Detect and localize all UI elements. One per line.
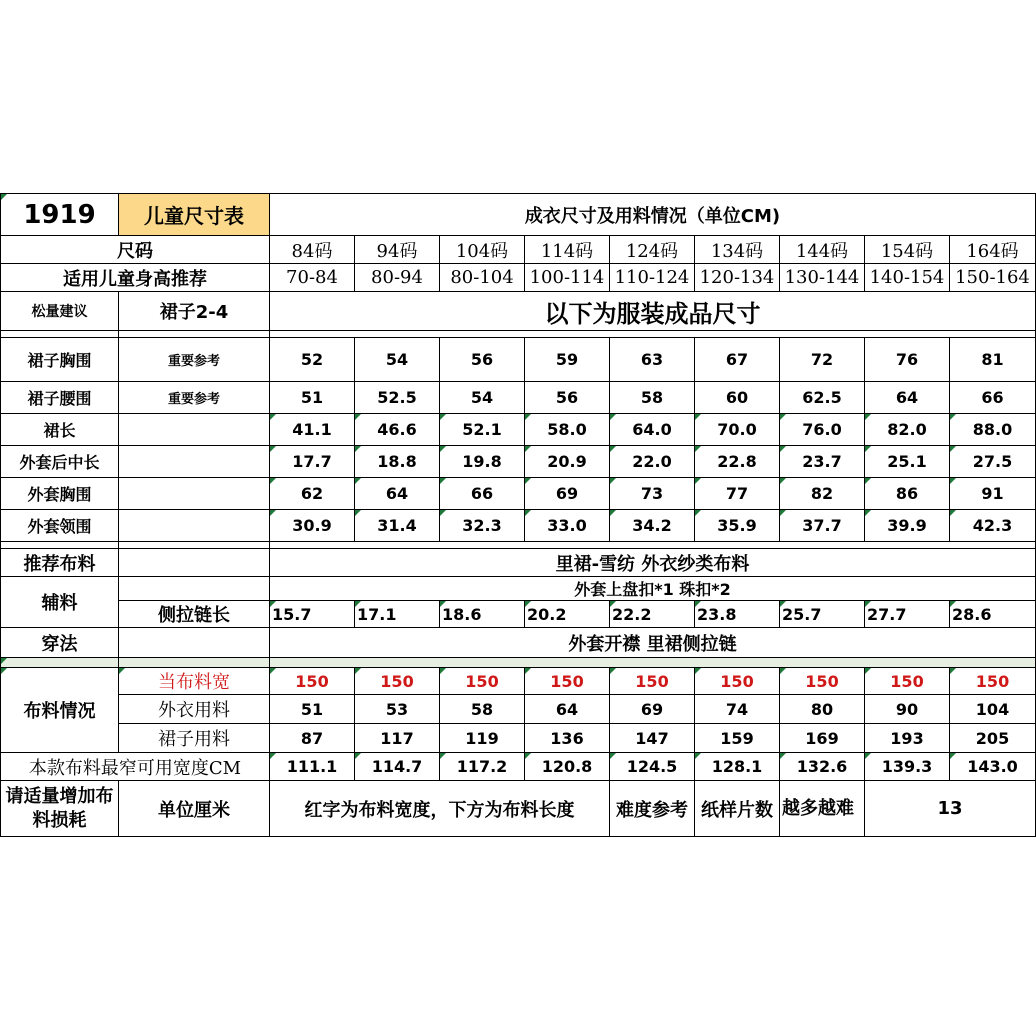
measurement-name: 裙子胸围 (1, 338, 119, 382)
fabric-row-value: 150 (695, 668, 780, 695)
fabric-row-value: 90 (865, 695, 950, 724)
measurement-value: 19.8 (440, 446, 525, 478)
height-range-cell: 130-144 (780, 264, 865, 292)
chart-title: 儿童尺寸表 (119, 194, 270, 236)
pieces-value: 13 (865, 781, 1036, 837)
measurement-value: 25.1 (865, 446, 950, 478)
height-range-cell: 110-124 (610, 264, 695, 292)
size-cell: 134码 (695, 236, 780, 264)
measurement-value: 77 (695, 478, 780, 510)
measurement-value: 52.5 (355, 382, 440, 414)
loss-note: 请适量增加布料损耗 (1, 781, 119, 837)
measurement-value: 70.0 (695, 414, 780, 446)
measurement-name: 裙长 (1, 414, 119, 446)
zipper-length-value: 23.8 (695, 601, 780, 628)
size-cell: 164码 (950, 236, 1036, 264)
empty-cell (119, 577, 270, 601)
accessories-label: 辅料 (1, 577, 119, 628)
min-width-value: 139.3 (865, 753, 950, 781)
measurement-value: 23.7 (780, 446, 865, 478)
measurement-value: 62.5 (780, 382, 865, 414)
fabric-row-value: 169 (780, 724, 865, 753)
ease-value: 裙子2-4 (119, 292, 270, 331)
fabric-row-value: 87 (270, 724, 355, 753)
measurement-note (119, 414, 270, 446)
measurement-row (1, 338, 1036, 382)
measurement-note (119, 478, 270, 510)
spacer-cell (1, 331, 119, 338)
fabric-row-value: 117 (355, 724, 440, 753)
spacer-cell (270, 658, 1036, 668)
zipper-length-value: 22.2 (610, 601, 695, 628)
measurement-value: 20.9 (525, 446, 610, 478)
measurement-name: 外套领围 (1, 510, 119, 542)
measurement-value: 64 (865, 382, 950, 414)
measurement-value: 66 (950, 382, 1036, 414)
measurement-value: 67 (695, 338, 780, 382)
measurement-value: 88.0 (950, 414, 1036, 446)
measurement-value: 76.0 (780, 414, 865, 446)
fabric-row-value: 51 (270, 695, 355, 724)
spacer-cell (119, 542, 270, 549)
size-cell: 94码 (355, 236, 440, 264)
min-width-value: 114.7 (355, 753, 440, 781)
height-range-cell: 120-134 (695, 264, 780, 292)
measurement-value: 31.4 (355, 510, 440, 542)
min-width-value: 124.5 (610, 753, 695, 781)
wearing-value: 外套开襟 里裙侧拉链 (270, 628, 1036, 658)
measurement-value: 34.2 (610, 510, 695, 542)
spacer-cell (119, 331, 270, 338)
fabric-row-value: 150 (440, 668, 525, 695)
size-cell: 124码 (610, 236, 695, 264)
spacer-cell (270, 331, 1036, 338)
fabric-row-value: 64 (525, 695, 610, 724)
measurement-note (119, 446, 270, 478)
measurement-row (1, 478, 1036, 510)
fabric-rec-value: 里裙-雪纺 外衣纱类布料 (270, 549, 1036, 577)
min-width-value: 143.0 (950, 753, 1036, 781)
measurement-value: 46.6 (355, 414, 440, 446)
measurement-value: 64.0 (610, 414, 695, 446)
height-label: 适用儿童身高推荐 (1, 264, 270, 292)
measurement-value: 58 (610, 382, 695, 414)
unit-label: 单位厘米 (119, 781, 270, 837)
measurement-value: 62 (270, 478, 355, 510)
min-width-value: 111.1 (270, 753, 355, 781)
measurement-value: 91 (950, 478, 1036, 510)
measurement-value: 42.3 (950, 510, 1036, 542)
size-cell: 144码 (780, 236, 865, 264)
measurement-value: 52 (270, 338, 355, 382)
fabric-row-value: 205 (950, 724, 1036, 753)
fabric-row-value: 147 (610, 724, 695, 753)
zipper-length-value: 27.7 (865, 601, 950, 628)
fabric-situation-label: 布料情况 (1, 668, 119, 753)
fabric-row-value: 150 (355, 668, 440, 695)
measurement-value: 60 (695, 382, 780, 414)
measurement-value: 73 (610, 478, 695, 510)
measurement-value: 66 (440, 478, 525, 510)
measurement-name: 外套后中长 (1, 446, 119, 478)
difficulty-label: 难度参考 (610, 781, 695, 837)
measurement-note: 重要参考 (119, 382, 270, 414)
spacer-cell (1, 542, 119, 549)
measurement-value: 58.0 (525, 414, 610, 446)
spacer-cell (1, 658, 119, 668)
fabric-row-value: 53 (355, 695, 440, 724)
min-width-value: 132.6 (780, 753, 865, 781)
size-cell: 114码 (525, 236, 610, 264)
empty-cell (119, 628, 270, 658)
measurement-value: 32.3 (440, 510, 525, 542)
zipper-length-value: 18.6 (440, 601, 525, 628)
height-range-cell: 100-114 (525, 264, 610, 292)
chart-subtitle: 成衣尺寸及用料情况（单位CM) (270, 194, 1036, 236)
zipper-length-label: 侧拉链长 (119, 601, 270, 628)
measurement-row (1, 414, 1036, 446)
measurement-value: 72 (780, 338, 865, 382)
size-cell: 154码 (865, 236, 950, 264)
measurement-value: 33.0 (525, 510, 610, 542)
fabric-row-value: 80 (780, 695, 865, 724)
zipper-length-value: 15.7 (270, 601, 355, 628)
difficulty-value: 越多越难 (780, 781, 865, 837)
measurement-value: 82 (780, 478, 865, 510)
size-cell: 104码 (440, 236, 525, 264)
measurement-value: 76 (865, 338, 950, 382)
fabric-row-value: 150 (270, 668, 355, 695)
fabric-row-value: 193 (865, 724, 950, 753)
measurement-value: 22.8 (695, 446, 780, 478)
measurement-note (119, 510, 270, 542)
fabric-row-value: 150 (780, 668, 865, 695)
height-range-cell: 80-104 (440, 264, 525, 292)
accessories-buttons: 外套上盘扣*1 珠扣*2 (270, 577, 1036, 601)
measurement-value: 54 (440, 382, 525, 414)
min-width-label: 本款布料最窄可用宽度CM (1, 753, 270, 781)
measurement-value: 86 (865, 478, 950, 510)
style-code: 1919 (1, 194, 119, 236)
measurement-value: 35.9 (695, 510, 780, 542)
measurement-value: 82.0 (865, 414, 950, 446)
measurement-value: 27.5 (950, 446, 1036, 478)
min-width-value: 128.1 (695, 753, 780, 781)
spacer-cell (270, 542, 1036, 549)
ease-label: 松量建议 (1, 292, 119, 331)
fabric-row-name: 外衣用料 (119, 695, 270, 724)
measurement-value: 56 (440, 338, 525, 382)
measurement-row (1, 382, 1036, 414)
min-width-value: 117.2 (440, 753, 525, 781)
fabric-row-value: 150 (865, 668, 950, 695)
zipper-length-value: 17.1 (355, 601, 440, 628)
fabric-row-value: 150 (610, 668, 695, 695)
fabric-row-value: 159 (695, 724, 780, 753)
measurement-value: 18.8 (355, 446, 440, 478)
size-chart-sheet (0, 193, 1035, 837)
measurement-value: 81 (950, 338, 1036, 382)
fabric-row-name: 当布料宽 (119, 668, 270, 695)
fabric-row-value: 104 (950, 695, 1036, 724)
height-range-cell: 150-164 (950, 264, 1036, 292)
size-chart-table (0, 193, 1036, 837)
fabric-row-name: 裙子用料 (119, 724, 270, 753)
size-label: 尺码 (1, 236, 270, 264)
min-width-value: 120.8 (525, 753, 610, 781)
measurement-value: 56 (525, 382, 610, 414)
empty-cell (119, 549, 270, 577)
fabric-row-value: 58 (440, 695, 525, 724)
measurement-note: 重要参考 (119, 338, 270, 382)
measurement-value: 22.0 (610, 446, 695, 478)
measurement-value: 69 (525, 478, 610, 510)
measurement-value: 54 (355, 338, 440, 382)
height-range-cell: 140-154 (865, 264, 950, 292)
zipper-length-value: 25.7 (780, 601, 865, 628)
size-cell: 84码 (270, 236, 355, 264)
spacer-cell (119, 658, 270, 668)
measurement-row (1, 510, 1036, 542)
measurement-value: 37.7 (780, 510, 865, 542)
fabric-row-value: 136 (525, 724, 610, 753)
fabric-row-value: 150 (525, 668, 610, 695)
measurement-value: 17.7 (270, 446, 355, 478)
measurement-value: 30.9 (270, 510, 355, 542)
fabric-row-value: 150 (950, 668, 1036, 695)
measurement-value: 59 (525, 338, 610, 382)
measurement-row (1, 446, 1036, 478)
measurement-name: 裙子腰围 (1, 382, 119, 414)
height-range-cell: 70-84 (270, 264, 355, 292)
measurement-value: 64 (355, 478, 440, 510)
fabric-row-value: 69 (610, 695, 695, 724)
measurement-value: 63 (610, 338, 695, 382)
height-range-cell: 80-94 (355, 264, 440, 292)
pieces-label: 纸样片数 (695, 781, 780, 837)
finished-size-banner: 以下为服装成品尺寸 (270, 292, 1036, 331)
zipper-length-value: 28.6 (950, 601, 1036, 628)
measurement-value: 41.1 (270, 414, 355, 446)
fabric-row-value: 74 (695, 695, 780, 724)
measurement-value: 52.1 (440, 414, 525, 446)
measurement-name: 外套胸围 (1, 478, 119, 510)
fabric-row-value: 119 (440, 724, 525, 753)
color-explanation: 红字为布料宽度，下方为布料长度 (270, 781, 610, 837)
measurement-value: 39.9 (865, 510, 950, 542)
fabric-rec-label: 推荐布料 (1, 549, 119, 577)
measurement-value: 51 (270, 382, 355, 414)
zipper-length-value: 20.2 (525, 601, 610, 628)
wearing-label: 穿法 (1, 628, 119, 658)
